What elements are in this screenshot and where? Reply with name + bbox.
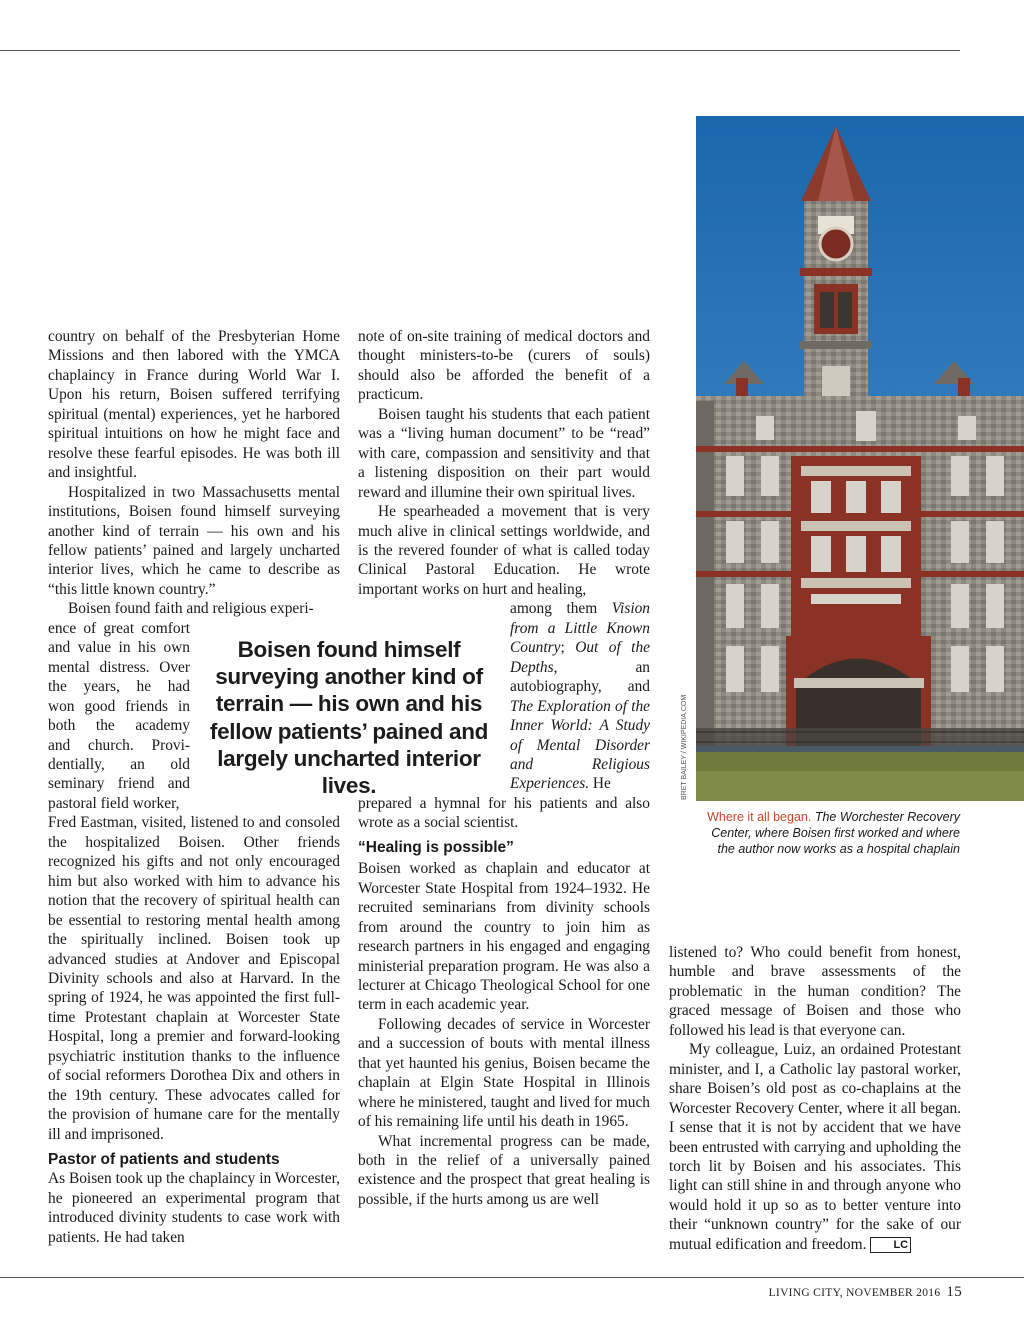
col2-wrap-block <box>510 599 650 794</box>
page-number: 15 <box>946 1284 962 1300</box>
section-heading-healing: “Healing is possible” <box>358 838 514 856</box>
top-rule <box>0 50 960 51</box>
bottom-rule <box>0 1277 1024 1278</box>
col3-paragraph-2 <box>669 1040 961 1254</box>
photo-credit: BRET BAILEY / WIKIPEDIA.COM <box>681 694 688 800</box>
col2-paragraph-5: Following decades of service in Worcester and a succession of bouts with mental illness that yet haunted his genius, Boisen became the chaplain at Elgin State Hospital in Illinois where he ministered, taught and lived for much of his remaining life until his death in 1965. <box>358 1015 650 1131</box>
col3-paragraph-1: listened to? Who could benefit from honest, humble and brave assessments of the problematic in the human condition? The graced message of Boisen and those who followed his lead is that everyone can. <box>669 944 961 1039</box>
col1-paragraph-3b: Fred Eastman, visited, listened to and consoled the hospitalized Boisen. Other friends recognized his gifts and not only encouraged him but also worked with him to advance his notion that the recovery of spiritual health can be essential to restoring mental health among the spiritually inclined. Boisen took up advanced studies at Andover and Episcopal Divinity schools and also at Harvard. In the spring of 1924, he was appointed the first full-time Protestant chaplain at Worcester State Hospital, long a premier and forward-looking psychiatric institution thanks to the influence of social reformers Dorothea Dix and others in the 19th century. These advocates called for the provision of humane care for the mentally ill and imprisoned. <box>48 814 340 1143</box>
book-title-vision: Vision from a Little Known Country <box>510 600 650 657</box>
wrap-line: the years, he had <box>48 678 190 696</box>
col1-paragraph-4: As Boisen took up the chaplaincy in Worcester, he pioneered an experimental program that introduced divinity students to case work with patients. He had taken <box>48 1170 340 1246</box>
col1-paragraph-1: country on behalf of the Presbyterian Home Missions and then labored with the YMCA chaplaincy in France during World War I. Upon his return, Boisen suffered terrifying spiritual (mental) experiences, yet he harbored spiritual intuitions on how he might face and resolve these fearful episodes. He was both ill and insightful. <box>48 328 340 482</box>
col2-paragraph-2: Boisen taught his students that each patient was a “living human document” to be “read” with care, compassion and sensitivity and that a listening disposition on their part would reward and illumine their own spiritual lives. <box>358 405 650 501</box>
caption-lead: Where it all began. <box>707 810 812 824</box>
book-title-inner-world: The Exploration of the Inner World: A Study of Mental Disorder and Religious Experiences. <box>510 697 650 793</box>
wrap-text: , an autobiography, and <box>510 658 650 696</box>
wrap-text: He <box>592 775 611 793</box>
wrap-line: seminary friend and <box>48 775 190 793</box>
page-footer <box>769 1284 962 1301</box>
col2-paragraph-3a: He spearheaded a movement that is very much alive in clinical settings worldwide, and is the revered founder of what is called today Clinical Pastoral Education. He wrote important works on hurt and healing, <box>358 503 650 598</box>
col3-paragraph-2-text: My colleague, Luiz, an ordained Protestant minister, and I, a Catholic lay pastoral worker, share Boisen’s old post as co-chaplains at the Worcester Recovery Center, where it all began. I sense that it is not by accident that we have been entrusted with carrying and upholding the torch lit by Boisen and his associates. This light can still shine in and through anyone who would hold it up so as to better venture into their “unknown country” for the sake of our mutual edification and freedom. <box>669 1041 961 1253</box>
wrap-line: won good friends in <box>48 697 190 715</box>
wrap-line: mental distress. Over <box>48 658 190 676</box>
book-title-depths: Out of the Depths <box>510 639 650 676</box>
wrap-line: and value in his own <box>48 639 190 657</box>
col1-wrap-lines <box>48 619 190 814</box>
col2-paragraph-3b: prepared a hymnal for his patients and also wrote as a social scientist. <box>358 794 650 832</box>
photo-caption <box>700 809 960 857</box>
caption-text: The Worchester Recovery Center, where Boisen first worked and where the author now works as a hospital chaplain <box>711 810 960 856</box>
wrap-line: ence of great comfort <box>48 619 190 637</box>
col2-paragraph-4: Boisen worked as chaplain and educator at Worcester State Hospital from 1924–1932. He recruited seminarians from divinity schools from around the country to join him as research partners in his engaged and engaging ministerial preparation program. He was also a lecturer at Chicago Theological School for one term in each academic year. <box>358 860 650 1014</box>
col1-paragraph-2: Hospitalized in two Massachusetts mental institutions, Boisen found himself surveying another kind of terrain — his own and his fellow patients’ pained and largely uncharted interior lives, which he came to describe as “this little known country.” <box>48 483 340 598</box>
col2-paragraph-6: What incremental progress can be made, both in the relief of a universally pained existence and the prospect that great healing is possible, if the hurts among us are well <box>358 1132 650 1208</box>
section-heading-pastor: Pastor of patients and students <box>48 1151 280 1169</box>
col2-paragraph-1: note of on-site training of medical doctors and thought ministers-to-be (curers of souls) should also be afforded the benefit of a practicum. <box>358 328 650 404</box>
wrap-line: dentially, an old <box>48 755 190 773</box>
end-mark-logo: LC <box>870 1237 911 1253</box>
separator: ; <box>560 639 565 657</box>
building-photo <box>696 116 1024 801</box>
wrap-line: pastoral field worker, <box>48 794 180 812</box>
publication-name: LIVING CITY, NOVEMBER 2016 <box>768 1287 941 1299</box>
wrap-text: among them <box>510 600 598 618</box>
col1-paragraph-3a: Boisen found faith and religious experi- <box>68 600 314 618</box>
pull-quote: Boisen found himself surveying another kind of terrain — his own and his fellow patients’ pained and largely uncharted interior lives. <box>209 637 489 799</box>
wrap-line: and church. Provi- <box>48 736 190 754</box>
column-3 <box>669 943 961 1254</box>
wrap-line: both the academy <box>48 717 190 735</box>
